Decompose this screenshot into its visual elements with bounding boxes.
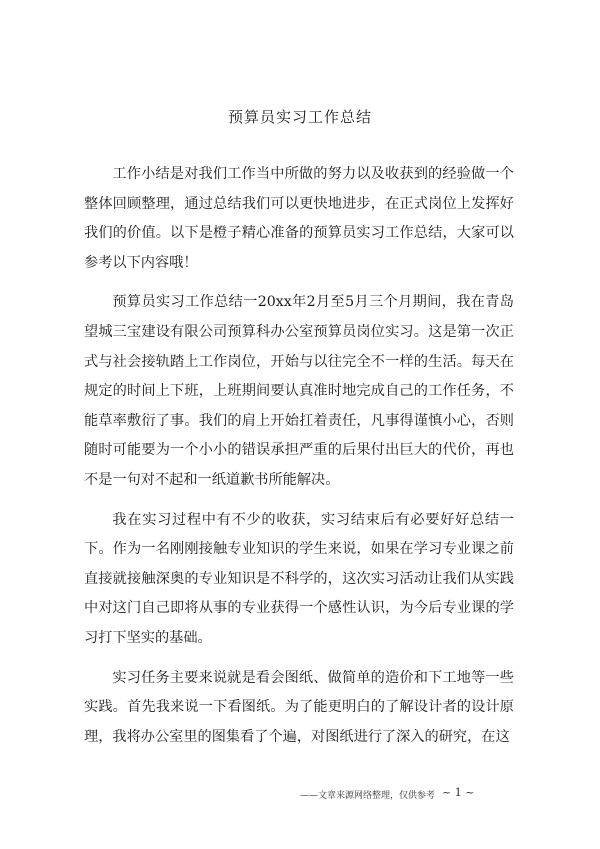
page-number: ~ 1 ~ [442, 786, 475, 799]
document-body [84, 160, 514, 762]
footer-source-note: ——文章来源网络整理，仅供参考 [300, 791, 436, 801]
document-title: 预算员实习工作总结 [227, 108, 372, 126]
page-footer [0, 788, 600, 804]
paragraph-intro: 工作小结是对我们工作当中所做的努力以及收获到的经验做一个整体回顾整理，通过总结我们可以更快地进步，在正式岗位上发挥好我们的价值。以下是橙子精心准备的预算员实习工作总结，大家可以参考以下内容哦！ [84, 166, 514, 271]
paragraph-summary-one: 预算员实习工作总结一20xx年2月至5月三个月期间，我在青岛望城三宝建设有限公司预算科办公室预算员岗位实习。这是第一次正式与社会接轨踏上工作岗位，开始与以往完全不一样的生活。每天在规定的时间上下班，上班期间要认真准时地完成自己的工作任务，不能草率敷衍了事。我们的肩上开始扛着责任，凡事得谨慎小心，否则随时可能要为一个小小的错误承担严重的后果付出巨大的代价，再也不是一句对不起和一纸道歉书所能解决。 [84, 294, 514, 488]
paragraph-gains: 我在实习过程中有不少的收获，实习结束后有必要好好总结一下。作为一名刚刚接触专业知识的学生来说，如果在学习专业课之前直接就接触深奥的专业知识是不科学的，这次实习活动让我们从实践中对这门自己即将从事的专业获得一个感性认识，为今后专业课的学习打下坚实的基础。 [84, 511, 514, 646]
paragraph-tasks: 实习任务主要来说就是看会图纸、做简单的造价和下工地等一些实践。首先我来说一下看图纸。为了能更明白的了解设计者的设计原理，我将办公室里的图集看了个遍，对图纸进行了深入的研究，在这 [84, 669, 514, 745]
